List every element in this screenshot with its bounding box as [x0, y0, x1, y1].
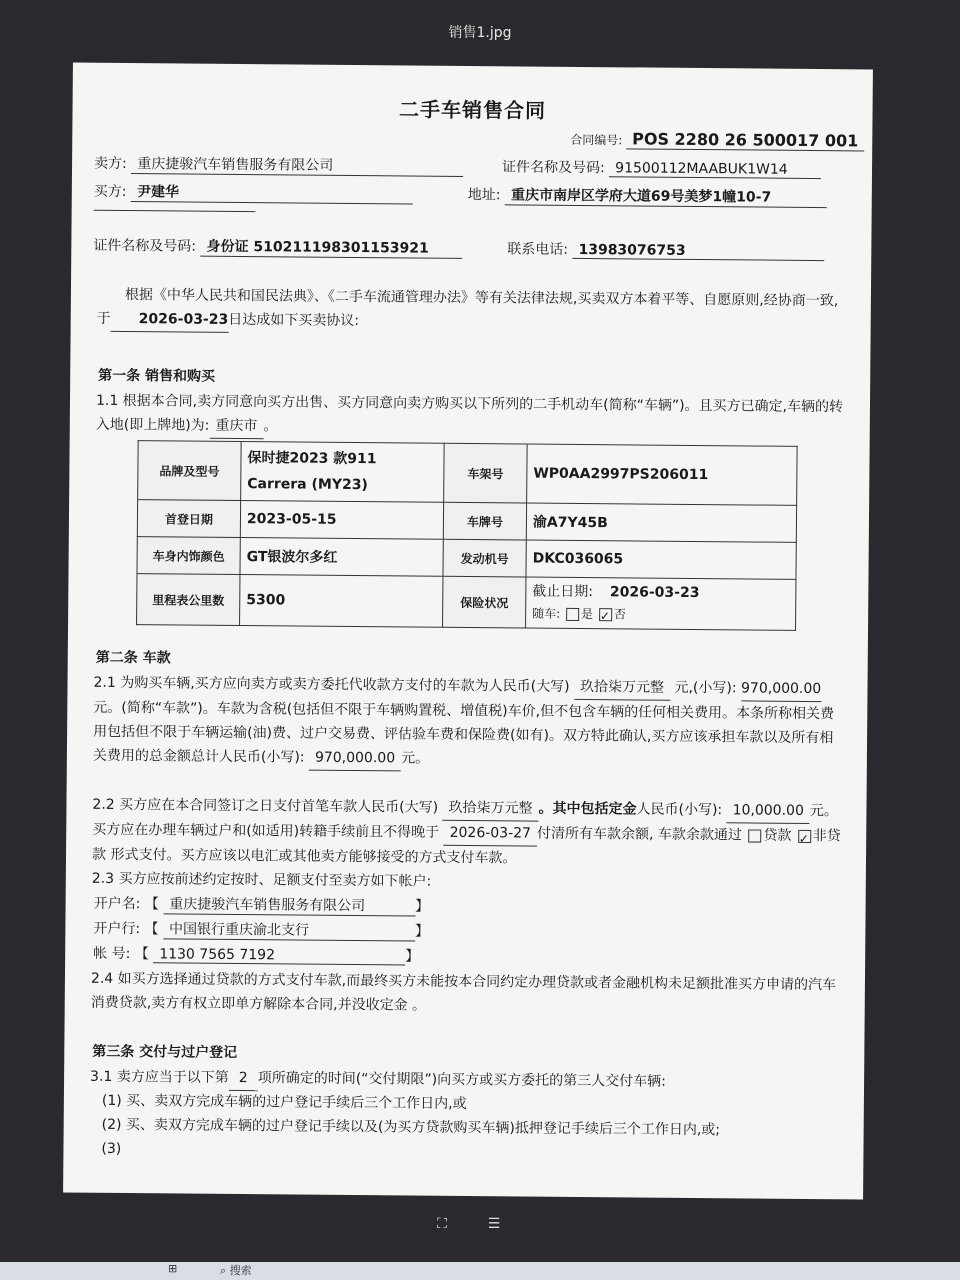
vin-label: 车架号: [444, 443, 528, 503]
buyer-label: 买方:: [93, 183, 127, 201]
phone-label: 联系电话:: [507, 241, 569, 258]
insurance-date: 2026-03-23: [609, 584, 700, 602]
account-number-label: 帐 号:: [93, 945, 131, 963]
viewer-filename: 销售1.jpg: [448, 25, 512, 41]
address-label: 地址:: [467, 186, 501, 204]
agreement-date: 2026-03-23: [111, 307, 229, 333]
color-label: 车身内饰颜色: [137, 537, 240, 575]
image-crop-icon[interactable]: ⛶: [437, 1216, 447, 1232]
article2-1: 2.1 为购买车辆,买方应向卖方或卖方委托代收款方支付的车款为人民币(大写) 玖拾柒万元整 元,(小写): 970,000.00元。(简称“车款”)。车款为含税(包括但不限于车辆购置税、增值税)车价,但不包含车辆的任何相关费用。本条所称相关费用包括但不限于车辆运输(油)费、过户交易费、评估验车费和保险费(如有)。双方特此确认,买方应该承担车款以及所有相关费用的总金额总计人民币(小写): 970,000.00 元。: [93, 671, 844, 776]
delivery-option-2: (2) 买、卖双方完成车辆的过户登记手续以及(为买方贷款购买车辆)抵押登记手续后三个工作日内,或;: [101, 1116, 721, 1139]
nonloan-checkbox: [798, 829, 811, 842]
insurance-with-car-label: 随车:: [532, 606, 561, 621]
yes-label: 是: [580, 606, 594, 622]
account-name-label: 开户名:: [93, 895, 141, 913]
loan-checkbox: [748, 829, 761, 842]
total-amount: 970,000.00: [309, 746, 401, 772]
loan-label: 贷款: [763, 827, 792, 844]
payment-deadline: 2026-03-27: [444, 821, 538, 847]
vin-value: WP0AA2997PS206011: [527, 444, 798, 505]
deposit-amount: 10,000.00: [727, 798, 810, 824]
brand-line1: 保时捷2023 款911: [247, 450, 377, 468]
account-name: 重庆捷骏汽车销售服务有限公司: [163, 893, 415, 916]
engine-value: DKC036065: [526, 540, 796, 579]
article1-paragraph: 1.1 根据本合同,卖方同意向买方出售、买方同意向卖方购买以下所列的二手机动车(简称“车辆”)。且买方已确定,车辆的转入地(即上牌地)为: 重庆市 。: [96, 389, 846, 445]
amount-number: 970,000.00: [741, 676, 821, 702]
amount-chinese: 玖拾柒万元整: [574, 675, 670, 701]
buyer-phone: 13983076753: [572, 242, 824, 261]
buyer-id: 身份证 510211198301153921: [200, 236, 462, 259]
seller-id: 91500112MAABUK1W14: [609, 160, 821, 179]
reg-date-value: 2023-05-15: [240, 501, 443, 540]
registration-city: 重庆市: [209, 414, 263, 439]
mileage-value: 5300: [240, 575, 443, 628]
delivery-option-3: (3): [101, 1140, 122, 1157]
contract-number-label: 合同编号:: [570, 132, 623, 148]
insurance-label: 保险状况: [443, 576, 526, 628]
taskbar-search[interactable]: ⌕ 搜索: [220, 1264, 252, 1277]
insurance-date-label: 截止日期:: [532, 583, 594, 601]
bank-label: 开户行:: [93, 920, 141, 938]
brand-label: 品牌及型号: [138, 441, 242, 501]
first-payment-chinese: 玖拾柒万元整: [442, 796, 538, 822]
color-value: GT银波尔多红: [240, 538, 443, 577]
intro-paragraph: 根据《中华人民共和国民法典》、《二手车流通管理办法》等有关法律法规,买卖双方本着平等、自愿原则,经协商一致,于 2026-03-23日达成如下买卖协议:: [97, 283, 847, 339]
buyer-address: 重庆市南岸区学府大道69号美梦1幢10-7: [505, 184, 827, 208]
vehicle-table: [136, 440, 798, 631]
contract-title: 二手车销售合同: [398, 97, 547, 123]
article2-heading: 第二条 车款: [95, 649, 171, 667]
article2-3: 2.3 买方应按前述约定按时、足额支付至卖方如下帐户:: [91, 870, 432, 890]
no-checkbox: [599, 608, 612, 621]
buyer-id-label: 证件名称及号码:: [93, 237, 197, 255]
delivery-item: 2: [229, 1066, 258, 1091]
article1-heading: 第一条 销售和购买: [98, 367, 216, 385]
account-number: 1130 7565 7192: [153, 946, 405, 965]
seller-name: 重庆捷骏汽车销售服务有限公司: [131, 153, 463, 177]
brand-line2: Carrera (MY23): [247, 476, 368, 494]
contract-page: 二手车销售合同 合同编号: POS 2280 26 500017 001 卖方: 重庆捷骏汽车销售服务有限公司 证件名称及号码: 91500112MAABUK1W14 买方: 尹建华 地址: 重庆市南岸区学府大道69号美梦1幢10-7 证件名称及号码: 身份证 510211198301153921 联系电话: 13983076753 根据《中华人民共和国民法典》、《二手车流通管理办法》等有关法律法规,买卖双方本着平等、自愿原则,经协商一致,于 2026-03-23日达成如下买卖协议: 第一条 销售和购买 1.1 根据本合同,卖方同意向买方出售、买方同意向卖方购买以下所列的二手机动车(简称“车辆”)。且买方已确定,车辆的转入地(即上牌地)为: 重庆市 。 品牌及型号 保时捷2023 款911 Carrera (MY23) 车架号 WP0AA2997PS206011 首登日期 2023-05-15 车牌号 渝A7Y45B 车身内饰颜色 GT银波尔多红 发动机号 DKC036065 里程表公里数 5300 保险状况 截止日期: 2026-03-23 随车: 是 ✓ 否 第二条 车款 2.1 为购买车辆,买方应向卖方或卖方委托代收款方支付的车款为人民币(大写) 玖拾柒万元整 元,(小写): 970,000.00元。(简称“车款”)。车款为含税(包括但不限于车辆购置税、增值税)车价,但不包含车辆的任何相关费用。本条所称相关费用包括但不限于车辆运输(油)费、过户交易费、评估验车费和保险费(如有)。双方特此确认,买方应该承担车款以及所有相关费用的总金额总计人民币(小写): 970,000.00 元。 2.2 买方应在本合同签订之日支付首笔车款人民币(大写) 玖拾柒万元整 。其中包括定金人民币(小写): 10,000.00 元。买方应在办理车辆过户和(如适用)转籍手续前且不得晚于 2026-03-27 付清所有车款余额, 车款余款通过 贷款 ✓ 非贷款 形式支付。买方应该以电汇或其他卖方能够接受的方式支付车款。 2.3 买方应按前述约定按时、足额支付至卖方如下帐户: 开户名: 【 重庆捷骏汽车销售服务有限公司 】 开户行: 【 中国银行重庆渝北支行 】 帐 号: 【 1130 7565 7192 】 2.4 如买方选择通过贷款的方式支付车款,而最终买方未能按本合同约定办理贷款或者金融机构未足额批准买方申请的汽车消费贷款,卖方有权立即单方解除本合同,并没收定金 。 第三条 交付与过户登记 3.1 卖方应当于以下第 2 项所确定的时间(“交付期限”)向买方或买方委托的第三人交付车辆: (1) 买、卖双方完成车辆的过户登记手续后三个工作日内,或 (2) 买、卖双方完成车辆的过户登记手续以及(为买方贷款购买车辆)抵押登记手续后三个工作日内,或; (3): [63, 63, 873, 1200]
engine-label: 发动机号: [443, 539, 526, 577]
article2-4: 2.4 如买方选择通过贷款的方式支付车款,而最终买方未能按本合同约定办理贷款或者金融机构未足额批准买方申请的汽车消费贷款,卖方有权立即单方解除本合同,并没收定金 。: [90, 970, 837, 1014]
address-continuation-line: [94, 210, 256, 212]
windows-start-icon[interactable]: ⊞: [168, 1262, 178, 1275]
no-label: 否: [613, 607, 626, 622]
contract-number: POS 2280 26 500017 001: [626, 129, 864, 151]
seller-id-label: 证件名称及号码:: [501, 159, 605, 177]
buyer-name: 尹建华: [131, 181, 413, 204]
article3-heading: 第三条 交付与过户登记: [92, 1043, 238, 1062]
mileage-label: 里程表公里数: [137, 574, 240, 626]
plate-label: 车牌号: [443, 502, 526, 540]
windows-taskbar: [0, 1262, 960, 1280]
nonloan-label: 非贷款: [91, 828, 841, 863]
bank-name: 中国银行重庆渝北支行: [163, 918, 415, 941]
article3-1: 3.1 卖方应当于以下第 2 项所确定的时间(“交付期限”)向买方或买方委托的第三人交付车辆:: [90, 1065, 840, 1097]
reg-date-label: 首登日期: [137, 500, 240, 538]
delivery-option-1: (1) 买、卖双方完成车辆的过户登记手续后三个工作日内,或: [101, 1092, 467, 1113]
seller-label: 卖方:: [93, 155, 127, 173]
yes-checkbox: [566, 608, 579, 621]
plate-value: 渝A7Y45B: [526, 503, 796, 542]
text-extract-icon[interactable]: ☰: [487, 1216, 501, 1232]
article2-2: 2.2 买方应在本合同签订之日支付首笔车款人民币(大写) 玖拾柒万元整 。其中包括定金人民币(小写): 10,000.00 元。买方应在办理车辆过户和(如适用)转籍手续前且不得晚于 2026-03-27 付清所有车款余额, 车款余款通过 贷款 ✓ 非贷款 形式支付。买方应该以电汇或其他卖方能够接受的方式支付车款。: [92, 793, 843, 874]
